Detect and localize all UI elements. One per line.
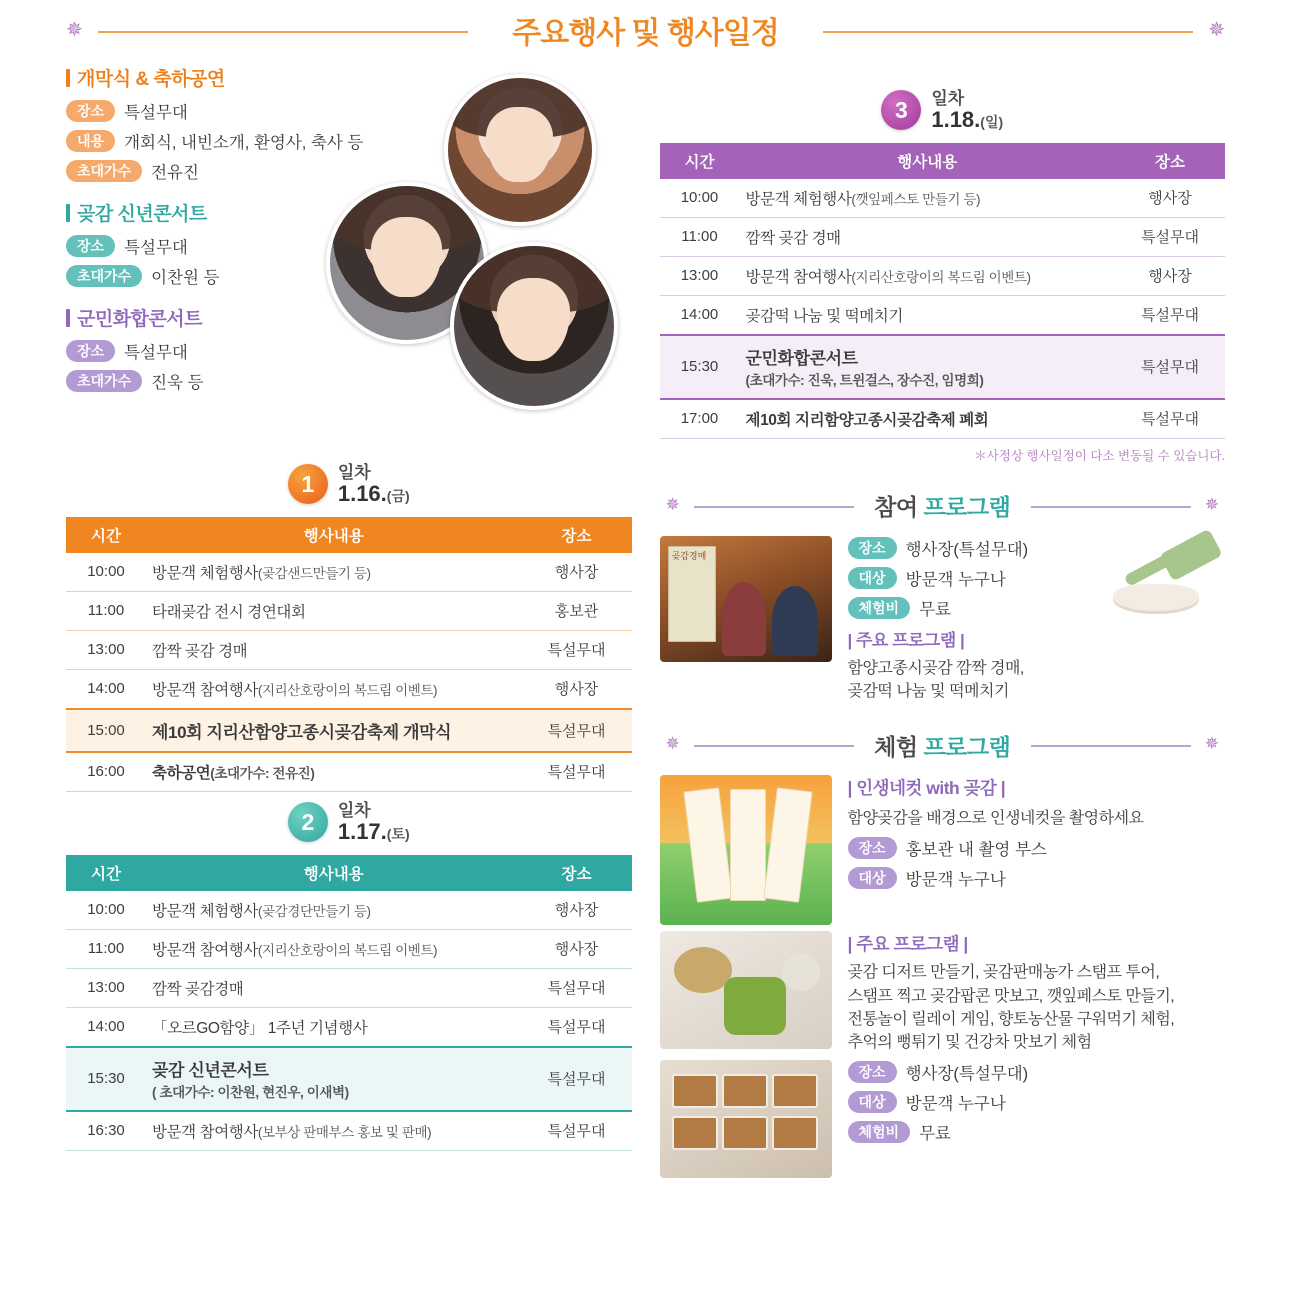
label-pill: 대상: [848, 567, 897, 589]
cell-place: 행사장: [522, 669, 632, 709]
cell-time: 10:00: [66, 553, 146, 592]
cell-time: 16:00: [66, 752, 146, 792]
label-value: 특설무대: [124, 344, 188, 362]
label-value: 방문객 누구나: [905, 871, 1006, 890]
product-pack: [722, 1116, 768, 1150]
cell-place: 행사장: [1115, 179, 1225, 218]
table-row: [66, 591, 632, 630]
cell-time: 11:00: [66, 591, 146, 630]
cell-place: 특설무대: [522, 1047, 632, 1111]
participation-subheading: | 주요 프로그램 |: [847, 630, 965, 650]
artist-photo-3: [450, 242, 618, 410]
cell-content: [146, 1007, 522, 1047]
cell-content: [146, 709, 522, 752]
cell-time: 15:00: [66, 709, 146, 752]
cell-time: 13:00: [66, 630, 146, 669]
label-value: 방문객 누구나: [905, 570, 1006, 589]
cell-time: 11:00: [660, 217, 740, 256]
day-date-value: 1.18.: [931, 106, 981, 132]
day-date: [931, 108, 1003, 131]
experience-row: [848, 1120, 1226, 1144]
cell-content-main: 깜짝 곶감경매: [152, 980, 244, 998]
ornament-right-icon: ✵: [1204, 734, 1219, 754]
cell-content-main: 방문객 체험행사: [152, 902, 258, 920]
auction-figure-1: [722, 582, 766, 656]
header-rule-right: [823, 31, 1193, 33]
cell-content: [146, 891, 522, 930]
ornament-left-icon: ✵: [665, 494, 680, 514]
cell-time: 15:30: [660, 335, 740, 399]
cell-content: [146, 630, 522, 669]
cell-time: 14:00: [66, 669, 146, 709]
schedule-table-day1: [66, 517, 632, 792]
cell-time: 14:00: [66, 1007, 146, 1047]
day-label: 일차: [337, 800, 371, 820]
section-rule-left: [694, 745, 854, 747]
experience-line-4: 추억의 뻥튀기 및 건강차 맛보기 체험: [847, 1033, 1092, 1051]
cell-content-main: 축하공연: [152, 764, 211, 782]
label-pill: 대상: [848, 1091, 897, 1113]
cell-content-main: 군민화합콘서트: [745, 348, 858, 368]
cell-place: 특설무대: [1115, 335, 1225, 399]
section-header-participation: [660, 482, 1226, 530]
experience-heading-2: | 주요 프로그램 |: [847, 934, 968, 955]
table-row: [660, 295, 1226, 335]
table-row: [66, 891, 632, 930]
table-row: [66, 968, 632, 1007]
label-pill: 초대가수: [66, 265, 142, 287]
cell-content: [146, 929, 522, 968]
label-pill: 초대가수: [66, 160, 142, 182]
label-pill: 장소: [848, 837, 897, 859]
cell-time: 10:00: [660, 179, 740, 218]
content-columns: [0, 60, 1291, 1178]
col-header-place: 장소: [522, 517, 632, 553]
section-title-participation: [860, 489, 1024, 522]
day-badge-2: 2: [288, 802, 328, 842]
day-dow: (금): [386, 487, 410, 504]
cell-place: 특설무대: [522, 968, 632, 1007]
col-header-content: 행사내용: [146, 855, 522, 891]
cell-content-main: 방문객 참여행사: [152, 1123, 258, 1141]
photo-booth-photo: [660, 775, 832, 925]
cell-time: 10:00: [66, 891, 146, 930]
cell-content-sub: ( 초대가수: 이찬원, 현진우, 이새벽): [152, 1084, 349, 1100]
table-row-highlight: [660, 335, 1226, 399]
cell-place: 홍보관: [522, 591, 632, 630]
cell-content: [146, 669, 522, 709]
photo-strip-1: [683, 788, 732, 904]
cell-place: 행사장: [522, 929, 632, 968]
participation-block: [660, 536, 1226, 703]
food-bowl-1: [674, 947, 732, 993]
section-rule-left: [694, 506, 854, 508]
page-title: 주요행사 및 행사일정: [494, 8, 797, 52]
food-photo: [660, 931, 832, 1049]
cell-content-main: 제10회 지리함양고종시곶감축제 폐회: [745, 411, 989, 429]
cell-content: [146, 1047, 522, 1111]
label-value: 특설무대: [124, 104, 188, 122]
col-header-content: 행사내용: [146, 517, 522, 553]
label-pill: 체험비: [848, 597, 911, 619]
photo-strip-3: [763, 788, 812, 904]
label-pill: 장소: [848, 1061, 897, 1083]
section-title-dark: 체험: [874, 733, 918, 760]
cell-place: 특설무대: [1115, 217, 1225, 256]
participation-text-1: 함양고종시곶감 깜짝 경매,: [847, 659, 1024, 677]
cell-content: [146, 591, 522, 630]
ornament-right-icon: ✵: [1204, 494, 1219, 514]
schedule-note: ＊사정상 행사일정이 다소 변동될 수 있습니다.: [974, 448, 1225, 463]
table-row: [66, 752, 632, 792]
auction-poster-text: 곶감경매: [668, 546, 716, 642]
label-value: 무료: [919, 1125, 951, 1144]
experience-row: [848, 1060, 1226, 1084]
table-header-row: [66, 855, 632, 891]
cell-content: [740, 217, 1116, 256]
cell-content-sub: (지리산호랑이의 복드림 이벤트): [257, 942, 438, 958]
experience-row: [848, 1090, 1226, 1114]
col-header-time: 시간: [66, 855, 146, 891]
experience-heading-1-text: 인생네컷 with 곶감: [856, 778, 997, 799]
label-pill: 장소: [66, 235, 115, 257]
participation-row: [848, 566, 1090, 590]
cell-content-main: 방문객 참여행사: [152, 941, 258, 959]
cell-content-main: 깜짝 곶감 경매: [152, 642, 248, 660]
label-value: 행사장(특설무대): [905, 1065, 1029, 1084]
cell-content-main: 깜짝 곶감 경매: [745, 229, 841, 247]
table-row: [66, 929, 632, 968]
ornament-left-icon: ✵: [665, 734, 680, 754]
label-pill: 장소: [848, 537, 897, 559]
right-column: [660, 64, 1226, 1178]
day-text-1: [338, 464, 410, 505]
section-title-accent: 프로그램: [923, 733, 1011, 760]
left-column: [66, 64, 632, 1178]
cell-content-sub: (보부상 판매부스 홍보 및 판매): [257, 1124, 432, 1140]
label-value: 이찬원 등: [151, 269, 220, 287]
cell-time: 14:00: [660, 295, 740, 335]
day-label: 일차: [337, 463, 371, 482]
day-header-2: [66, 802, 632, 843]
schedule-table-day3: [660, 143, 1226, 439]
col-header-time: 시간: [660, 143, 740, 179]
cell-content-sub: (곶감샌드만들기 등): [257, 565, 371, 581]
experience-line-1: 곶감 디저트 만들기, 곶감판매농가 스탬프 투어,: [847, 964, 1160, 982]
table-row-highlight: [66, 709, 632, 752]
day-dow: (일): [980, 113, 1004, 130]
cell-place: 특설무대: [522, 709, 632, 752]
cell-content: [146, 968, 522, 1007]
heading-bar-icon: [66, 69, 70, 87]
cell-time: 13:00: [66, 968, 146, 1007]
cell-content-sub: (곶감경단만들기 등): [257, 903, 371, 919]
table-header-row: [66, 517, 632, 553]
label-pill: 내용: [66, 130, 115, 152]
cell-content-sub: (지리산호랑이의 복드림 이벤트): [257, 682, 438, 698]
cell-place: 특설무대: [522, 1007, 632, 1047]
cell-content: [740, 335, 1116, 399]
cell-time: 13:00: [660, 256, 740, 295]
participation-row: [848, 596, 1090, 620]
product-box-photo: [660, 1060, 832, 1178]
cell-content-main: 방문객 참여행사: [745, 268, 852, 286]
cell-place: 특설무대: [522, 630, 632, 669]
cell-place: 행사장: [522, 553, 632, 592]
auction-figure-2: [772, 586, 818, 656]
label-value: 무료: [919, 600, 951, 619]
product-pack: [722, 1074, 768, 1108]
cell-content-main: 방문객 체험행사: [152, 564, 258, 582]
cell-content: [740, 399, 1116, 439]
table-row: [660, 256, 1226, 295]
cell-content-sub: (초대가수: 전유진): [210, 765, 315, 781]
label-value: 개회식, 내빈소개, 환영사, 축사 등: [124, 134, 364, 152]
participation-row: [848, 536, 1090, 560]
ornament-right-icon: ✵: [1208, 19, 1225, 41]
product-pack: [672, 1074, 718, 1108]
label-pill: 장소: [66, 100, 115, 122]
highlight-heading-text: 곶감 신년콘서트: [77, 204, 207, 225]
cell-content: [740, 179, 1116, 218]
cell-content: [146, 752, 522, 792]
day-date: [338, 482, 410, 505]
heading-bar-icon: [66, 309, 70, 327]
cell-place: 특설무대: [522, 752, 632, 792]
experience-body-1: [848, 775, 1226, 925]
food-bowl-3: [782, 953, 820, 991]
label-pill: 초대가수: [66, 370, 142, 392]
experience-line-2: 스탬프 찍고 곶감팝콘 맛보고, 깻잎페스토 만들기,: [847, 987, 1175, 1005]
participation-text-2: 곶감떡 나눔 및 떡메치기: [847, 683, 1009, 701]
day-badge-1: 1: [288, 464, 328, 504]
day-text-2: [338, 802, 410, 843]
product-pack: [772, 1074, 818, 1108]
section-rule-right: [1031, 506, 1191, 508]
experience-heading-1: | 인생네컷 with 곶감 |: [847, 778, 1006, 799]
schedule-table-day2: [66, 855, 632, 1151]
experience-block-2: [660, 931, 1226, 1054]
table-row: [660, 179, 1226, 218]
cell-time: 11:00: [66, 929, 146, 968]
table-row: [66, 553, 632, 592]
label-value: 특설무대: [124, 239, 188, 257]
cell-content-main: 타래곶감 전시 경연대회: [152, 603, 306, 621]
day-label: 일차: [931, 89, 965, 108]
experience-block-1: [660, 775, 1226, 925]
table-row: [66, 1111, 632, 1151]
label-pill: 대상: [848, 867, 897, 889]
table-row: [66, 1007, 632, 1047]
cell-content: [740, 256, 1116, 295]
cell-content: [146, 553, 522, 592]
participation-subheading-text: 주요 프로그램: [856, 630, 956, 650]
col-header-time: 시간: [66, 517, 146, 553]
table-row: [660, 217, 1226, 256]
cell-place: 행사장: [1115, 256, 1225, 295]
day-date-value: 1.17.: [337, 818, 387, 844]
section-rule-right: [1031, 745, 1191, 747]
experience-desc-1: 함양곶감을 배경으로 인생네컷을 촬영하세요: [847, 810, 1144, 828]
day-badge-3: 3: [881, 90, 921, 130]
table-row-highlight: [66, 1047, 632, 1111]
mallet-icon: [1105, 536, 1225, 616]
day-dow: (토): [386, 825, 410, 842]
day-header-1: [66, 464, 632, 505]
auction-photo: [660, 536, 832, 662]
label-pill: 장소: [66, 340, 115, 362]
section-title-accent: 프로그램: [923, 494, 1011, 521]
experience-line-3: 전통놀이 릴레이 게임, 향토농산물 구워먹기 체험,: [847, 1010, 1175, 1028]
day-text-3: [931, 90, 1003, 131]
section-title-experience: [860, 729, 1024, 762]
cell-place: 특설무대: [1115, 399, 1225, 439]
highlight-info-block: [66, 64, 632, 454]
experience-heading-2-text: 주요 프로그램: [856, 934, 960, 955]
col-header-content: 행사내용: [740, 143, 1116, 179]
day-date-value: 1.16.: [337, 480, 387, 506]
product-pack: [672, 1116, 718, 1150]
experience-row: [848, 836, 1226, 860]
table-row: [66, 669, 632, 709]
ornament-left-icon: ✵: [66, 19, 83, 41]
cell-place: 특설무대: [1115, 295, 1225, 335]
label-value: 방문객 누구나: [905, 1095, 1006, 1114]
cell-time: 15:30: [66, 1047, 146, 1111]
cell-place: 행사장: [522, 891, 632, 930]
cell-time: 17:00: [660, 399, 740, 439]
label-value: 진욱 등: [151, 374, 204, 392]
cell-content-sub: (지리산호랑이의 복드림 이벤트): [851, 269, 1031, 285]
day-date: [338, 820, 410, 843]
cell-content-sub: (초대가수: 진욱, 트윈걸스, 장수진, 임명희): [745, 372, 984, 388]
section-header-experience: [660, 721, 1226, 769]
label-value: 전유진: [151, 164, 199, 182]
cell-place: 특설무대: [522, 1111, 632, 1151]
cell-content-main: 제10회 지리산함양고종시곶감축제 개막식: [152, 722, 452, 742]
label-value: 행사장(특설무대): [905, 540, 1029, 559]
day-header-3: [660, 90, 1226, 131]
experience-body-2: [848, 931, 1226, 1054]
label-value: 홍보관 내 촬영 부스: [905, 841, 1047, 860]
highlight-heading-text: 군민화합콘서트: [77, 309, 202, 330]
label-pill: 체험비: [848, 1121, 911, 1143]
table-header-row: [660, 143, 1226, 179]
col-header-place: 장소: [522, 855, 632, 891]
cell-content: [740, 295, 1116, 335]
section-title-dark: 참여: [874, 494, 918, 521]
cell-content-sub: (깻잎페스토 만들기 등): [851, 191, 981, 207]
table-row: [66, 630, 632, 669]
experience-body-3: [848, 1060, 1226, 1178]
table-row: [660, 399, 1226, 439]
col-header-place: 장소: [1115, 143, 1225, 179]
experience-row: [848, 866, 1226, 890]
product-pack: [772, 1116, 818, 1150]
experience-block-3: [660, 1060, 1226, 1178]
food-bowl-2: [724, 977, 786, 1035]
cell-content-main: 방문객 체험행사: [745, 190, 852, 208]
cell-content-main: 방문객 참여행사: [152, 681, 258, 699]
highlight-heading-text: 개막식 & 축하공연: [77, 69, 225, 90]
header-rule-left: [98, 31, 468, 33]
cell-content-main: 곶감떡 나눔 및 떡메치기: [745, 307, 903, 325]
artist-photos: [326, 74, 646, 434]
cell-content-main: 「오르GO함양」 1주년 기념행사: [152, 1019, 368, 1037]
cell-content: [146, 1111, 522, 1151]
photo-strip-2: [730, 789, 766, 901]
cell-time: 16:30: [66, 1111, 146, 1151]
participation-body: [848, 536, 1090, 703]
page-header: [0, 0, 1291, 60]
cell-content-main: 곶감 신년콘서트: [152, 1060, 269, 1080]
heading-bar-icon: [66, 204, 70, 222]
